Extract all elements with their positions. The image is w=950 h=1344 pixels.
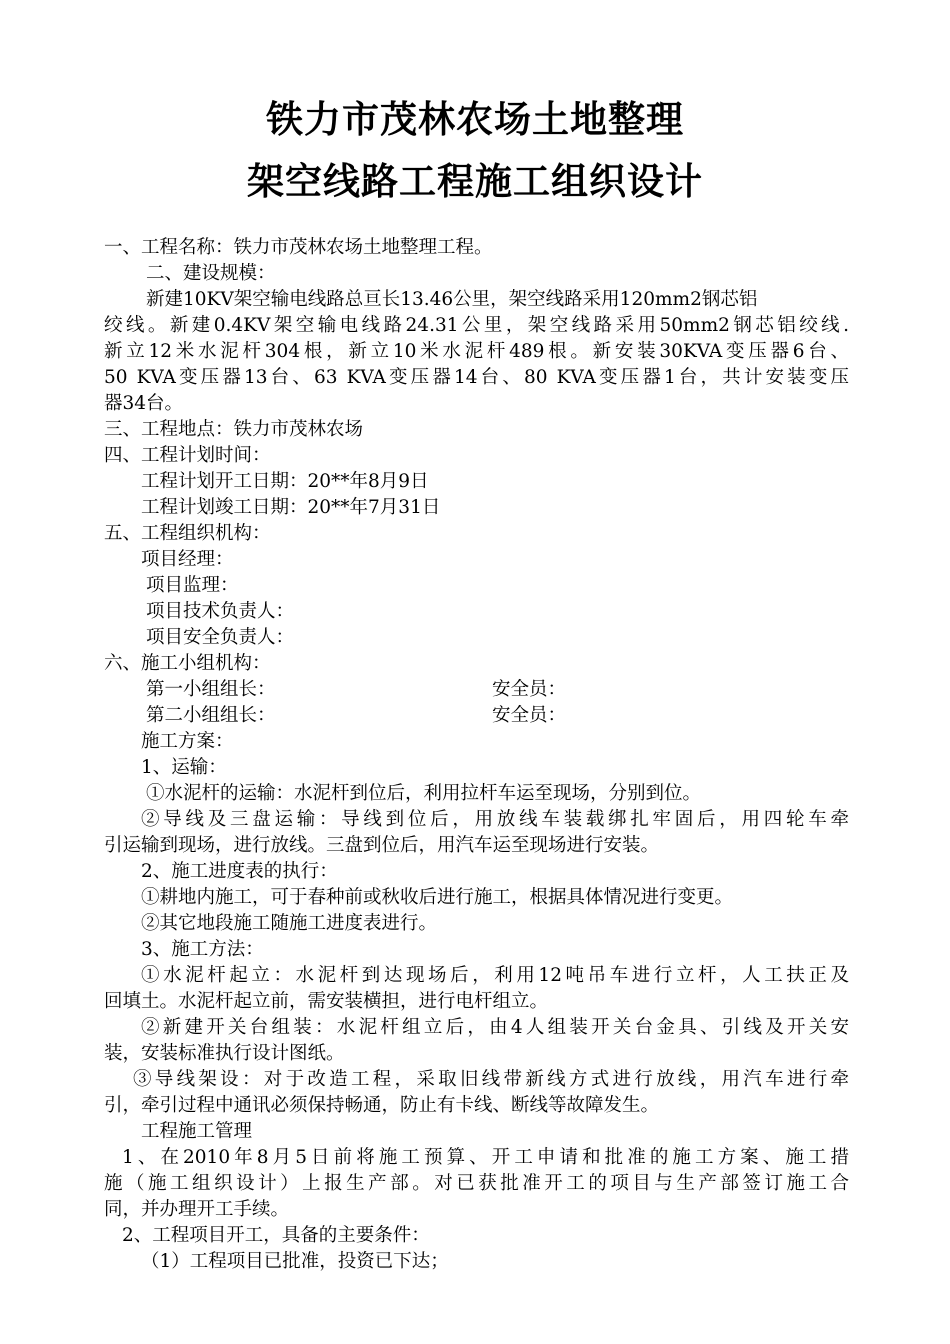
management-2-condition-1: （1）工程项目已批准，投资已下达；	[141, 1251, 449, 1272]
plan-2-schedule: 2、施工进度表的执行：	[141, 861, 338, 882]
doc-title-line2: 架空线路工程施工组织设计	[247, 160, 703, 203]
section-4-heading: 四、工程计划时间：	[104, 445, 271, 466]
plan-2-farmland: ①耕地内施工，可于春种前或秋收后进行施工，根据具体情况进行变更。	[141, 887, 734, 908]
section-1-project-name: 一、工程名称：铁力市茂林农场土地整理工程。	[104, 237, 493, 258]
management-1-line3: 同，并办理开工手续。	[104, 1199, 290, 1220]
safety-lead: 项目安全负责人：	[146, 627, 295, 648]
construction-plan-heading: 施工方案：	[141, 731, 234, 752]
group-1-safety-officer: 安全员：	[492, 679, 567, 700]
section-6-heading: 六、施工小组机构：	[104, 653, 271, 674]
management-1-line2: 施（施工组织设计）上报生产部。对已获批准开工的项目与生产部签订施工合	[104, 1173, 849, 1194]
section-5-heading: 五、工程组织机构：	[104, 523, 271, 544]
management-2-heading: 2、工程项目开工，具备的主要条件：	[122, 1225, 430, 1246]
group-1-leader: 第一小组组长：	[146, 679, 276, 700]
scale-line-3: 新立12米水泥杆304根，新立10米水泥杆489根。新安装30KVA变压器6台、	[104, 341, 849, 362]
project-supervisor: 项目监理：	[146, 575, 239, 596]
plan-3-methods: 3、施工方法：	[141, 939, 264, 960]
plan-1-wire-transport-line1: ②导线及三盘运输：导线到位后，用放线车装载绑扎牢固后，用四轮车牵	[141, 809, 849, 830]
plan-2-other-areas: ②其它地段施工随施工进度表进行。	[141, 913, 438, 934]
plan-3-wire-stringing-line1: ③导线架设：对于改造工程，采取旧线带新线方式进行放线，用汽车进行牵	[133, 1069, 849, 1090]
group-2-safety-officer: 安全员：	[492, 705, 567, 726]
management-heading: 工程施工管理	[141, 1121, 253, 1142]
group-2-leader: 第二小组组长：	[146, 705, 276, 726]
plan-3-wire-stringing-line2: 引，牵引过程中通讯必须保持畅通，防止有卡线、断线等故障发生。	[104, 1095, 660, 1116]
doc-title-line1: 铁力市茂林农场土地整理	[266, 98, 684, 141]
plan-1-pole-transport: ①水泥杆的运输：水泥杆到位后，利用拉杆车运至现场，分别到位。	[146, 783, 702, 804]
section-2-heading: 二、建设规模：	[146, 263, 276, 284]
section-3-location: 三、工程地点：铁力市茂林农场	[104, 419, 364, 440]
scale-line-2: 绞线。新建0.4KV架空输电线路24.31公里，架空线路采用50mm2钢芯铝绞线.	[104, 315, 849, 336]
management-1-line1: 1、在2010年8月5日前将施工预算、开工申请和批准的施工方案、施工措	[122, 1147, 849, 1168]
scale-line-1: 新建10KV架空输电线路总亘长13.46公里，架空线路采用120mm2钢芯铝	[146, 289, 758, 310]
plan-3-pole-erection-line1: ①水泥杆起立：水泥杆到达现场后，利用12吨吊车进行立杆，人工扶正及	[141, 965, 849, 986]
technical-lead: 项目技术负责人：	[146, 601, 295, 622]
plan-3-switch-assembly-line1: ②新建开关台组装：水泥杆组立后，由4人组装开关台金具、引线及开关安	[141, 1017, 849, 1038]
plan-3-switch-assembly-line2: 装，安装标准执行设计图纸。	[104, 1043, 345, 1064]
plan-3-pole-erection-line2: 回填土。水泥杆起立前，需安装横担，进行电杆组立。	[104, 991, 549, 1012]
project-manager: 项目经理：	[141, 549, 234, 570]
plan-1-transport: 1、运输：	[141, 757, 227, 778]
planned-end-date: 工程计划竣工日期：20**年7月31日	[141, 497, 441, 518]
scale-line-5: 器34台。	[104, 393, 184, 414]
planned-start-date: 工程计划开工日期：20**年8月9日	[141, 471, 429, 492]
scale-line-4: 50 KVA变压器13台、63 KVA变压器14台、80 KVA变压器1台，共计安装变压	[104, 367, 849, 388]
plan-1-wire-transport-line2: 引运输到现场，进行放线。三盘到位后，用汽车运至现场进行安装。	[104, 835, 660, 856]
